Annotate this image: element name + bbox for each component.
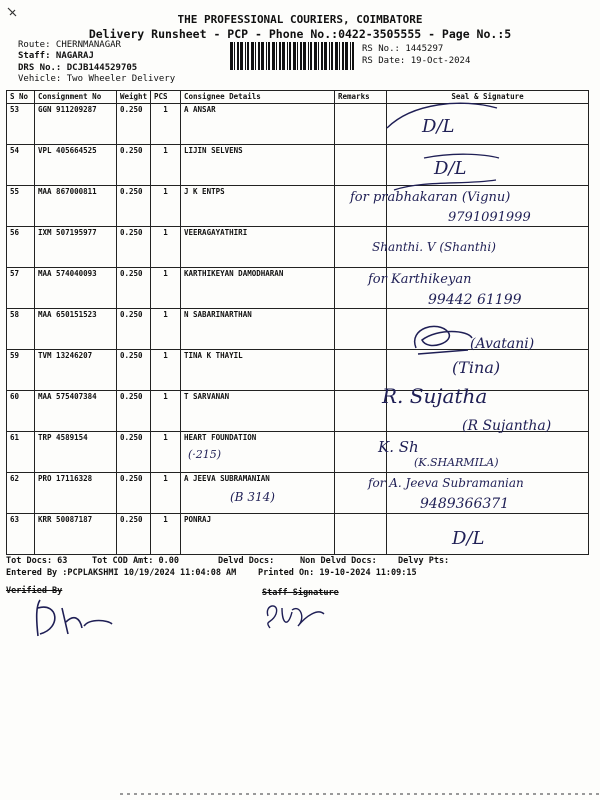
- barcode-bar: [303, 42, 306, 70]
- barcode-bar: [287, 42, 288, 70]
- cell-sno: 59: [7, 350, 35, 391]
- cell-pcs: 1: [151, 432, 181, 473]
- handwritten-60: R. Sujatha: [382, 384, 488, 408]
- cell-consignee: J K ENTPS: [181, 186, 335, 227]
- barcode-bar: [297, 42, 298, 70]
- cell-remarks: [335, 309, 387, 350]
- cell-consignee: PONRAJ: [181, 514, 335, 555]
- signature-scribble-53: [382, 98, 502, 138]
- barcode-bar: [339, 42, 340, 70]
- barcode-bar: [266, 42, 267, 70]
- barcode-bar: [321, 42, 323, 70]
- barcode-bar: [329, 42, 330, 70]
- cell-remarks: [335, 391, 387, 432]
- cell-sno: 58: [7, 309, 35, 350]
- vehicle-label: Vehicle: Two Wheeler Delivery: [18, 74, 176, 84]
- cell-weight: 0.250: [117, 227, 151, 268]
- handwritten-61-b: (·215): [188, 448, 222, 461]
- barcode: [230, 42, 356, 70]
- cell-pcs: 1: [151, 391, 181, 432]
- cell-consignment-no: GGN 911209287: [35, 104, 117, 145]
- cell-consignee: A JEEVA SUBRAMANIAN: [181, 473, 335, 514]
- cell-sno: 60: [7, 391, 35, 432]
- barcode-bar: [289, 42, 291, 70]
- cell-weight: 0.250: [117, 104, 151, 145]
- barcode-bar: [352, 42, 354, 70]
- handwritten-61-a: (R Sujantha): [462, 418, 552, 434]
- col-pcs: PCS: [151, 91, 181, 104]
- barcode-bar: [324, 42, 327, 70]
- handwritten-59-b: (Tina): [452, 358, 501, 377]
- cell-consignment-no: KRR 50087187: [35, 514, 117, 555]
- cell-sno: 54: [7, 145, 35, 186]
- barcode-bar: [272, 42, 275, 70]
- verified-by-signature: [28, 598, 118, 640]
- cell-weight: 0.250: [117, 309, 151, 350]
- cell-weight: 0.250: [117, 432, 151, 473]
- col-weight: Weight: [117, 91, 151, 104]
- footer-tot-docs: Tot Docs: 63: [6, 556, 68, 566]
- cell-consignment-no: TVM 13246207: [35, 350, 117, 391]
- company-title: THE PROFESSIONAL COURIERS, COIMBATORE: [177, 13, 423, 26]
- cell-remarks: [335, 514, 387, 555]
- footer-delvy-pts: Delvy Pts:: [398, 556, 450, 566]
- handwritten-62-name: for A. Jeeva Subramanian: [368, 476, 524, 490]
- cell-pcs: 1: [151, 104, 181, 145]
- staff-signature-scribble: [262, 598, 332, 634]
- cell-pcs: 1: [151, 350, 181, 391]
- cell-consignment-no: IXM 507195977: [35, 227, 117, 268]
- footer-non-delvd-docs: Non Delvd Docs:: [300, 556, 377, 566]
- barcode-bar: [230, 42, 233, 70]
- barcode-bar: [240, 42, 243, 70]
- cell-consignment-no: TRP 4589154: [35, 432, 117, 473]
- cell-consignee: A ANSAR: [181, 104, 335, 145]
- handwritten-55-name: for prabhakaran (Vignu): [350, 190, 511, 205]
- barcode-bar: [342, 42, 344, 70]
- table-row: [7, 350, 589, 391]
- barcode-bar: [245, 42, 246, 70]
- handwritten-55-phone: 9791091999: [448, 210, 531, 225]
- cell-consignee: TINA K THAYIL: [181, 350, 335, 391]
- barcode-bar: [276, 42, 277, 70]
- barcode-bar: [335, 42, 338, 70]
- barcode-bar: [282, 42, 285, 70]
- handwritten-57-phone: 99442 61199: [428, 292, 522, 308]
- footer-delvd-docs: Delvd Docs:: [218, 556, 275, 566]
- barcode-bar: [345, 42, 348, 70]
- handwritten-62-phone: 9489366371: [420, 496, 510, 512]
- barcode-bar: [300, 42, 302, 70]
- barcode-bar: [350, 42, 351, 70]
- col-consignment: Consignment No: [35, 91, 117, 104]
- cell-pcs: 1: [151, 514, 181, 555]
- col-seal-signature: Seal & Signature: [387, 91, 589, 104]
- handwritten-dl-53: D/L: [422, 116, 455, 137]
- cell-consignee: N SABARINARTHAN: [181, 309, 335, 350]
- cell-weight: 0.250: [117, 514, 151, 555]
- barcode-bar: [268, 42, 270, 70]
- rs-date: RS Date: 19-Oct-2024: [362, 56, 471, 66]
- barcode-bar: [331, 42, 333, 70]
- cell-pcs: 1: [151, 186, 181, 227]
- cell-sno: 53: [7, 104, 35, 145]
- col-sno: S No: [7, 91, 35, 104]
- cell-consignee: HEART FOUNDATION: [181, 432, 335, 473]
- barcode-bar: [279, 42, 281, 70]
- cell-consignee: KARTHIKEYAN DAMODHARAN: [181, 268, 335, 309]
- cell-weight: 0.250: [117, 350, 151, 391]
- barcode-bar: [247, 42, 249, 70]
- barcode-bar: [255, 42, 256, 70]
- cell-consignment-no: MAA 867000811: [35, 186, 117, 227]
- cell-remarks: [335, 145, 387, 186]
- staff-label: Staff: NAGARAJ: [18, 51, 94, 61]
- barcode-bar: [310, 42, 312, 70]
- rs-number: RS No.: 1445297: [362, 44, 444, 54]
- cell-sno: 62: [7, 473, 35, 514]
- cell-weight: 0.250: [117, 473, 151, 514]
- handwritten-dl-54: D/L: [434, 158, 467, 179]
- handwritten-59-a: (Avatani): [470, 336, 535, 352]
- barcode-bar: [293, 42, 296, 70]
- cell-sno: 61: [7, 432, 35, 473]
- handwritten-61-d: (K.SHARMILA): [414, 456, 499, 469]
- barcode-bar: [237, 42, 239, 70]
- cell-pcs: 1: [151, 227, 181, 268]
- table-row: [7, 432, 589, 473]
- handwritten-dl-63: D/L: [452, 528, 485, 549]
- col-consignee: Consignee Details: [181, 91, 335, 104]
- cell-pcs: 1: [151, 145, 181, 186]
- handwritten-57-name: for Karthikeyan: [368, 272, 472, 287]
- cell-weight: 0.250: [117, 268, 151, 309]
- cell-pcs: 1: [151, 268, 181, 309]
- cell-remarks: [335, 350, 387, 391]
- cell-consignment-no: MAA 575407384: [35, 391, 117, 432]
- cell-seal-signature: [387, 514, 589, 555]
- handwritten-56: Shanthi. V (Shanthi): [372, 240, 496, 254]
- scan-edge-marks: [120, 790, 600, 798]
- cell-weight: 0.250: [117, 145, 151, 186]
- cell-consignee: VEERAGAYATHIRI: [181, 227, 335, 268]
- cell-sno: 63: [7, 514, 35, 555]
- col-remarks: Remarks: [335, 91, 387, 104]
- footer-printed-on: Printed On: 19-10-2024 11:09:15: [258, 568, 417, 578]
- cell-consignee: LIJIN SELVENS: [181, 145, 335, 186]
- cell-sno: 56: [7, 227, 35, 268]
- table-row: [7, 514, 589, 555]
- cell-consignee: T SARVANAN: [181, 391, 335, 432]
- verified-by-label: Verified By: [6, 586, 63, 596]
- cell-consignment-no: MAA 650151523: [35, 309, 117, 350]
- drs-number: DRS No.: DCJB144529705: [18, 63, 138, 73]
- sheet-title: Delivery Runsheet - PCP - Phone No.:0422-3505555 - Page No.:5: [88, 27, 512, 41]
- barcode-bar: [308, 42, 309, 70]
- cell-weight: 0.250: [117, 186, 151, 227]
- barcode-bar: [318, 42, 319, 70]
- handwritten-62-flat: (B 314): [230, 490, 275, 504]
- cell-pcs: 1: [151, 309, 181, 350]
- cell-pcs: 1: [151, 473, 181, 514]
- cell-consignment-no: MAA 574040093: [35, 268, 117, 309]
- footer-tot-cod: Tot COD Amt: 0.00: [92, 556, 179, 566]
- staff-signature-label: Staff Signature: [262, 588, 339, 598]
- cell-consignment-no: PRO 17116328: [35, 473, 117, 514]
- cell-consignment-no: VPL 405664525: [35, 145, 117, 186]
- signature-scribble-58: [408, 318, 478, 362]
- route-label: Route: CHERNMANAGAR: [18, 40, 121, 50]
- table-row: [7, 227, 589, 268]
- barcode-bar: [261, 42, 264, 70]
- cell-sno: 55: [7, 186, 35, 227]
- cell-weight: 0.250: [117, 391, 151, 432]
- cell-sno: 57: [7, 268, 35, 309]
- footer-entered-by: Entered By :PCPLAKSHMI 10/19/2024 11:04:08 AM: [6, 568, 237, 578]
- barcode-bar: [251, 42, 254, 70]
- handwritten-61-c: K. Sh: [378, 438, 419, 456]
- barcode-bar: [234, 42, 235, 70]
- barcode-bar: [314, 42, 317, 70]
- barcode-bar: [258, 42, 260, 70]
- cell-remarks: [335, 104, 387, 145]
